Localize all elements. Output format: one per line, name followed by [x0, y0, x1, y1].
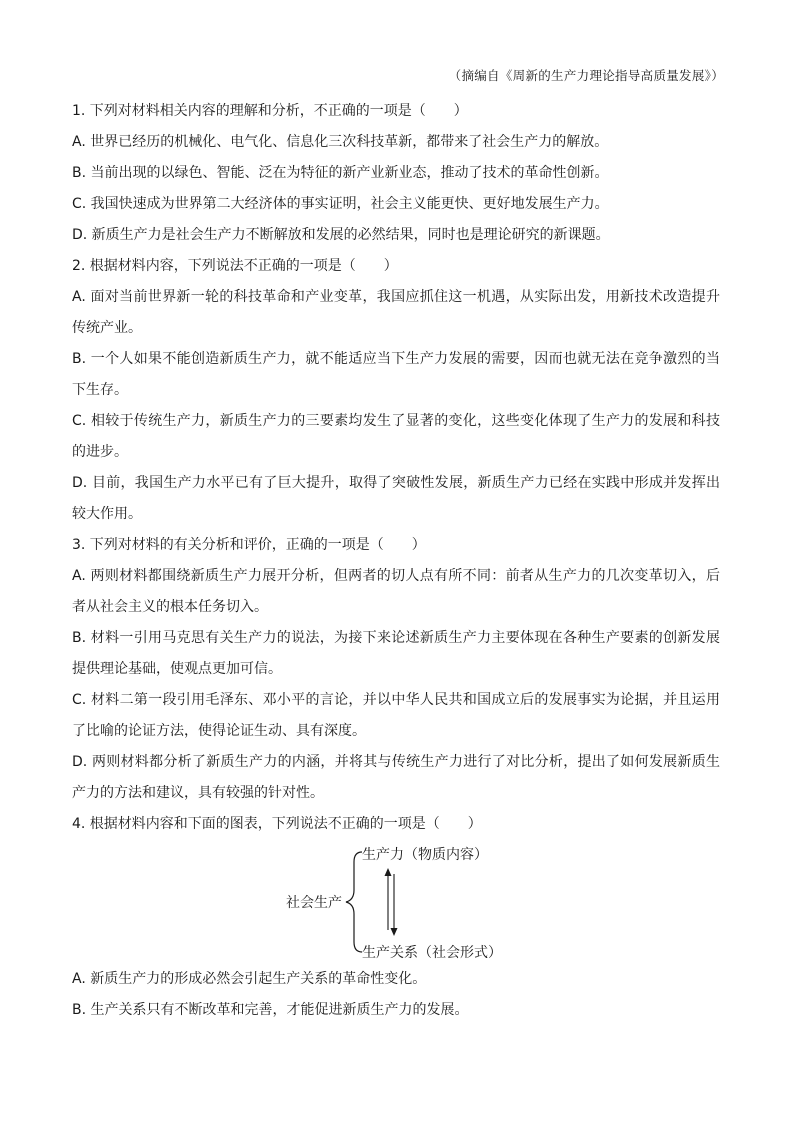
- diagram-bottom-label: 生产关系（社会形式）: [362, 945, 502, 961]
- option-d: D. 新质生产力是社会生产力不断解放和发展的必然结果，同时也是理论研究的新课题。: [72, 227, 610, 243]
- option-a: A. 新质生产力的形成必然会引起生产关系的革命性变化。: [72, 971, 427, 987]
- diagram-top-label: 生产力（物质内容）: [362, 847, 488, 863]
- question-2: [72, 251, 720, 530]
- up-arrow-head: [385, 868, 392, 876]
- option-b: B. 一个人如果不能创造新质生产力，就不能适应当下生产力发展的需要，因而也就无法在竞争激烈的当下生存。: [72, 351, 720, 398]
- option-a: A. 世界已经历的机械化、电气化、信息化三次科技革新，都带来了社会生产力的解放。: [72, 134, 609, 150]
- question-1: [72, 96, 720, 251]
- option-a: A. 面对当前世界新一轮的科技革命和产业变革，我国应抓住这一机遇，从实际出发，用新技术改造提升传统产业。: [72, 289, 720, 336]
- question-list: [72, 96, 720, 1026]
- diagram-left-label: 社会生产: [286, 895, 342, 911]
- down-arrow-head: [391, 928, 398, 936]
- option-c: C. 材料二第一段引用毛泽东、邓小平的言论，并以中华人民共和国成立后的发展事实为论据，并且运用了比喻的论证方法，使得论证生动、具有深度。: [72, 692, 720, 739]
- option-c: C. 相较于传统生产力，新质生产力的三要素均发生了显著的变化，这些变化体现了生产力的发展和科技的进步。: [72, 413, 720, 460]
- option-b: B. 生产关系只有不断改革和完善，才能促进新质生产力的发展。: [72, 1002, 469, 1018]
- question-4: [72, 809, 720, 1026]
- production-diagram: [72, 844, 720, 962]
- option-b: B. 当前出现的以绿色、智能、泛在为特征的新产业新业态，推动了技术的革命性创新。: [72, 165, 609, 181]
- source-note: （摘编自《周新的生产力理论指导高质量发展》）: [448, 68, 724, 83]
- question-3: [72, 530, 720, 809]
- question-stem: 2. 根据材料内容，下列说法不正确的一项是（ ）: [72, 258, 398, 274]
- question-stem: 1. 下列对材料相关内容的理解和分析，不正确的一项是（ ）: [72, 103, 468, 119]
- question-stem: 4. 根据材料内容和下面的图表，下列说法不正确的一项是（ ）: [72, 816, 482, 832]
- option-c: C. 我国快速成为世界第二大经济体的事实证明，社会主义能更快、更好地发展生产力。: [72, 196, 609, 212]
- option-b: B. 材料一引用马克思有关生产力的说法，为接下来论述新质生产力主要体现在各种生产要素的创新发展提供理论基础，使观点更加可信。: [72, 630, 720, 677]
- question-stem: 3. 下列对材料的有关分析和评价，正确的一项是（ ）: [72, 537, 426, 553]
- option-a: A. 两则材料都围绕新质生产力展开分析，但两者的切人点有所不同：前者从生产力的几次变革切入，后者从社会主义的根本任务切入。: [72, 568, 720, 615]
- option-d: D. 目前，我国生产力水平已有了巨大提升，取得了突破性发展，新质生产力已经在实践中形成并发挥出较大作用。: [72, 475, 720, 522]
- curly-brace: [346, 852, 362, 952]
- option-d: D. 两则材料都分析了新质生产力的内涵，并将其与传统生产力进行了对比分析，提出了如何发展新质生产力的方法和建议，具有较强的针对性。: [72, 754, 720, 801]
